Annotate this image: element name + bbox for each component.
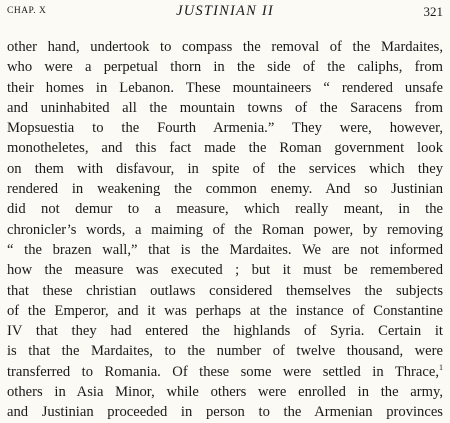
- text-line: on them with disfavour, in spite of the services which they: [7, 160, 443, 177]
- running-head: [7, 3, 443, 27]
- text-line: of the Emperor, and it was perhaps at the instance of Constantine: [7, 302, 443, 319]
- text-line: chronicler’s words, a maiming of the Roman power, by removing: [7, 221, 443, 238]
- text-line: “ the brazen wall,” that is the Mardaites. We are not informed: [7, 241, 443, 258]
- text-line: monotheletes, and this fact made the Roman government look: [7, 140, 443, 157]
- text-line: is that the Mardaites, to the number of twelve thousand, were: [7, 343, 443, 360]
- text-line: IV that they had entered the highlands of Syria. Certain it: [7, 323, 443, 340]
- text-line: did not demur to a measure, which really meant, in the: [7, 201, 443, 218]
- text-line: rendered in weakening the common enemy. And so Justinian: [7, 181, 443, 198]
- footnote-marker: 1: [439, 362, 443, 372]
- text-line: and uninhabited all the mountain towns of the Saracens from: [7, 99, 443, 116]
- text-line: Mopsuestia to the Fourth Armenia.” They were, however,: [7, 120, 443, 137]
- text-line: others in Asia Minor, while others were enrolled in the army,: [7, 384, 443, 401]
- page-number: 321: [423, 4, 443, 19]
- text-line: other hand, undertook to compass the removal of the Mardaites,: [7, 39, 443, 55]
- book-page: [7, 3, 443, 421]
- text-line: who were a perpetual thorn in the side of the caliphs, from: [7, 59, 443, 76]
- text-line: how the measure was executed ; but it must be remembered: [7, 262, 443, 279]
- chapter-label: CHAP. X: [7, 6, 47, 16]
- running-title: JUSTINIAN II: [176, 3, 274, 19]
- text-line-content: transferred to Romania. Of these some were settled in Thrace,: [7, 363, 439, 380]
- text-line: that these christian outlaws considered themselves the subjects: [7, 282, 443, 299]
- body-text: [7, 27, 443, 423]
- text-line: [7, 362, 443, 382]
- text-line: and Justinian proceeded in person to the Armenian provinces: [7, 404, 443, 421]
- text-line: their homes in Lebanon. These mountaineers “ rendered unsafe: [7, 79, 443, 96]
